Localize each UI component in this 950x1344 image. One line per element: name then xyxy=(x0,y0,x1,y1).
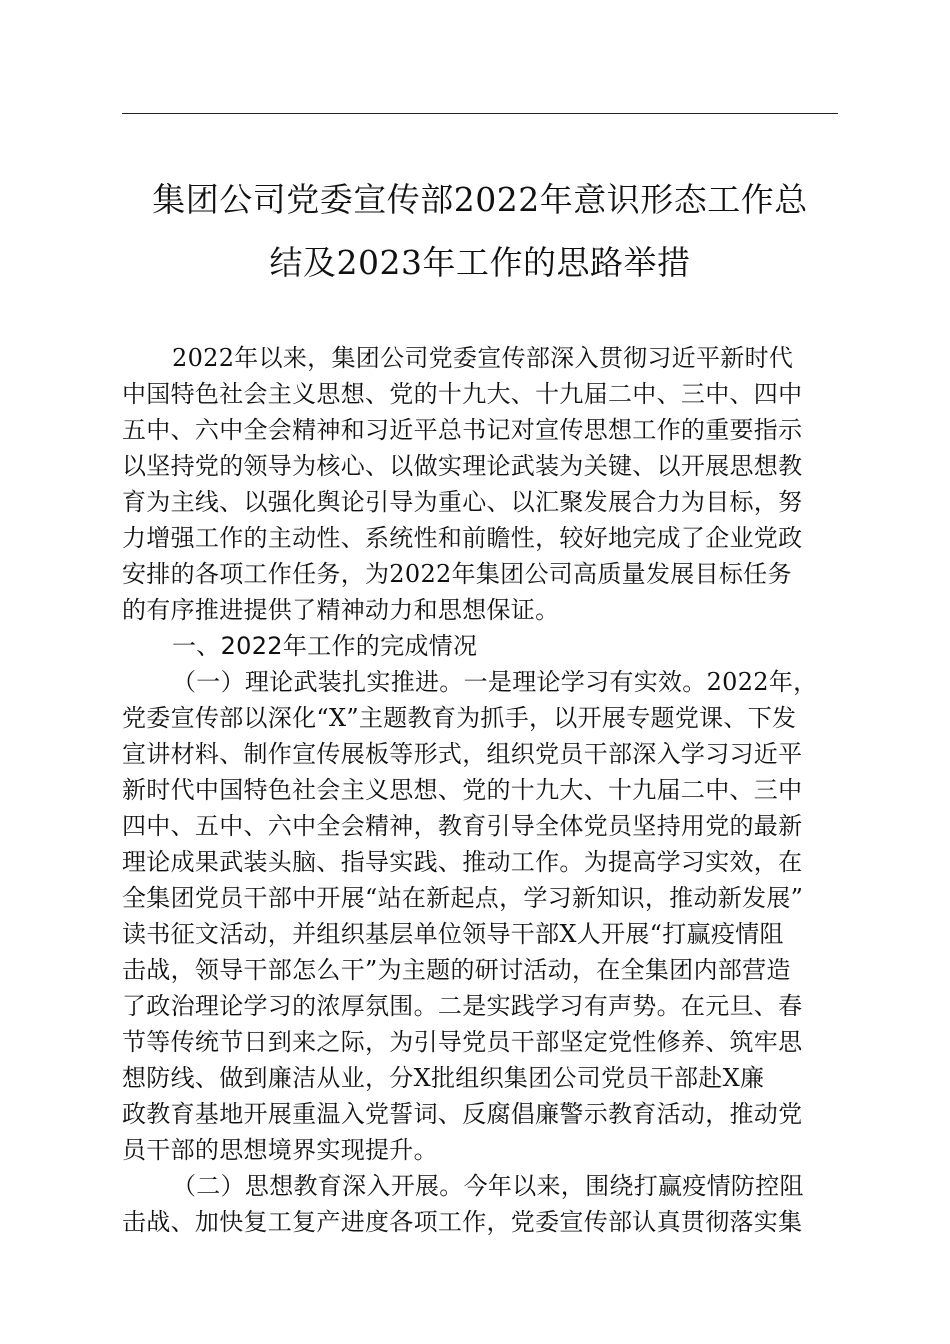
text-line: 党委宣传部以深化“X”主题教育为抓手，以开展专题党课、下发 xyxy=(122,704,797,732)
text-line: 理论成果武装头脑、指导实践、推动工作。为提高学习实效，在 xyxy=(122,848,803,876)
text-line: 的有序推进提供了精神动力和思想保证。 xyxy=(122,596,560,624)
text-line: （一）理论武装扎实推进。一是理论学习有实效。2022年， xyxy=(172,668,818,696)
text-line: 节等传统节日到来之际，为引导党员干部坚定党性修养、筑牢思 xyxy=(122,1028,803,1056)
text-line: 击战，领导干部怎么干”为主题的研讨活动，在全集团内部营造 xyxy=(122,956,791,984)
text-line: 四中、五中、六中全会精神，教育引导全体党员坚持用党的最新 xyxy=(122,812,803,840)
document-body xyxy=(122,340,838,1240)
text-line: 了政治理论学习的浓厚氛围。二是实践学习有声势。在元旦、春 xyxy=(122,992,803,1020)
text-line: 力增强工作的主动性、系统性和前瞻性，较好地完成了企业党政 xyxy=(122,524,803,552)
text-line: 以坚持党的领导为核心、以做实理论武装为关键、以开展思想教 xyxy=(122,452,803,480)
text-line: 宣讲材料、制作宣传展板等形式，组织党员干部深入学习习近平 xyxy=(122,740,803,768)
text-line: 员干部的思想境界实现提升。 xyxy=(122,1136,438,1164)
text-line: 2022年以来，集团公司党委宣传部深入贯彻习近平新时代 xyxy=(172,344,794,372)
intro-paragraph xyxy=(122,340,838,628)
text-line: 想防线、做到廉洁从业，分X批组织集团公司党员干部赴X廉 xyxy=(122,1064,765,1092)
text-line: 全集团党员干部中开展“站在新起点，学习新知识，推动新发展” xyxy=(122,884,804,912)
text-line: 政教育基地开展重温入党誓词、反腐倡廉警示教育活动，推动党 xyxy=(122,1100,803,1128)
text-line: （二）思想教育深入开展。今年以来，围绕打赢疫情防控阻 xyxy=(172,1172,804,1200)
text-line: 中国特色社会主义思想、党的十九大、十九届二中、三中、四中 xyxy=(122,380,803,408)
header-rule xyxy=(122,113,838,114)
text-line: 安排的各项工作任务，为2022年集团公司高质量发展目标任务 xyxy=(122,560,792,588)
text-line: 育为主线、以强化舆论引导为重心、以汇聚发展合力为目标，努 xyxy=(122,488,803,516)
text-line: 五中、六中全会精神和习近平总书记对宣传思想工作的重要指示 xyxy=(122,416,803,444)
title-line-1: 集团公司党委宣传部2022年意识形态工作总 xyxy=(152,180,808,219)
text-line: 击战、加快复工复产进度各项工作，党委宣传部认真贯彻落实集 xyxy=(122,1208,803,1236)
section-2-paragraph xyxy=(122,1168,838,1240)
section-heading-text: 一、2022年工作的完成情况 xyxy=(172,632,478,660)
document-title xyxy=(122,168,838,294)
section-heading xyxy=(122,628,838,664)
text-line: 新时代中国特色社会主义思想、党的十九大、十九届二中、三中 xyxy=(122,776,803,804)
title-line-2: 结及2023年工作的思路举措 xyxy=(269,243,691,282)
section-1-paragraph xyxy=(122,664,838,1168)
text-line: 读书征文活动，并组织基层单位领导干部X人开展“打赢疫情阻 xyxy=(122,920,784,948)
